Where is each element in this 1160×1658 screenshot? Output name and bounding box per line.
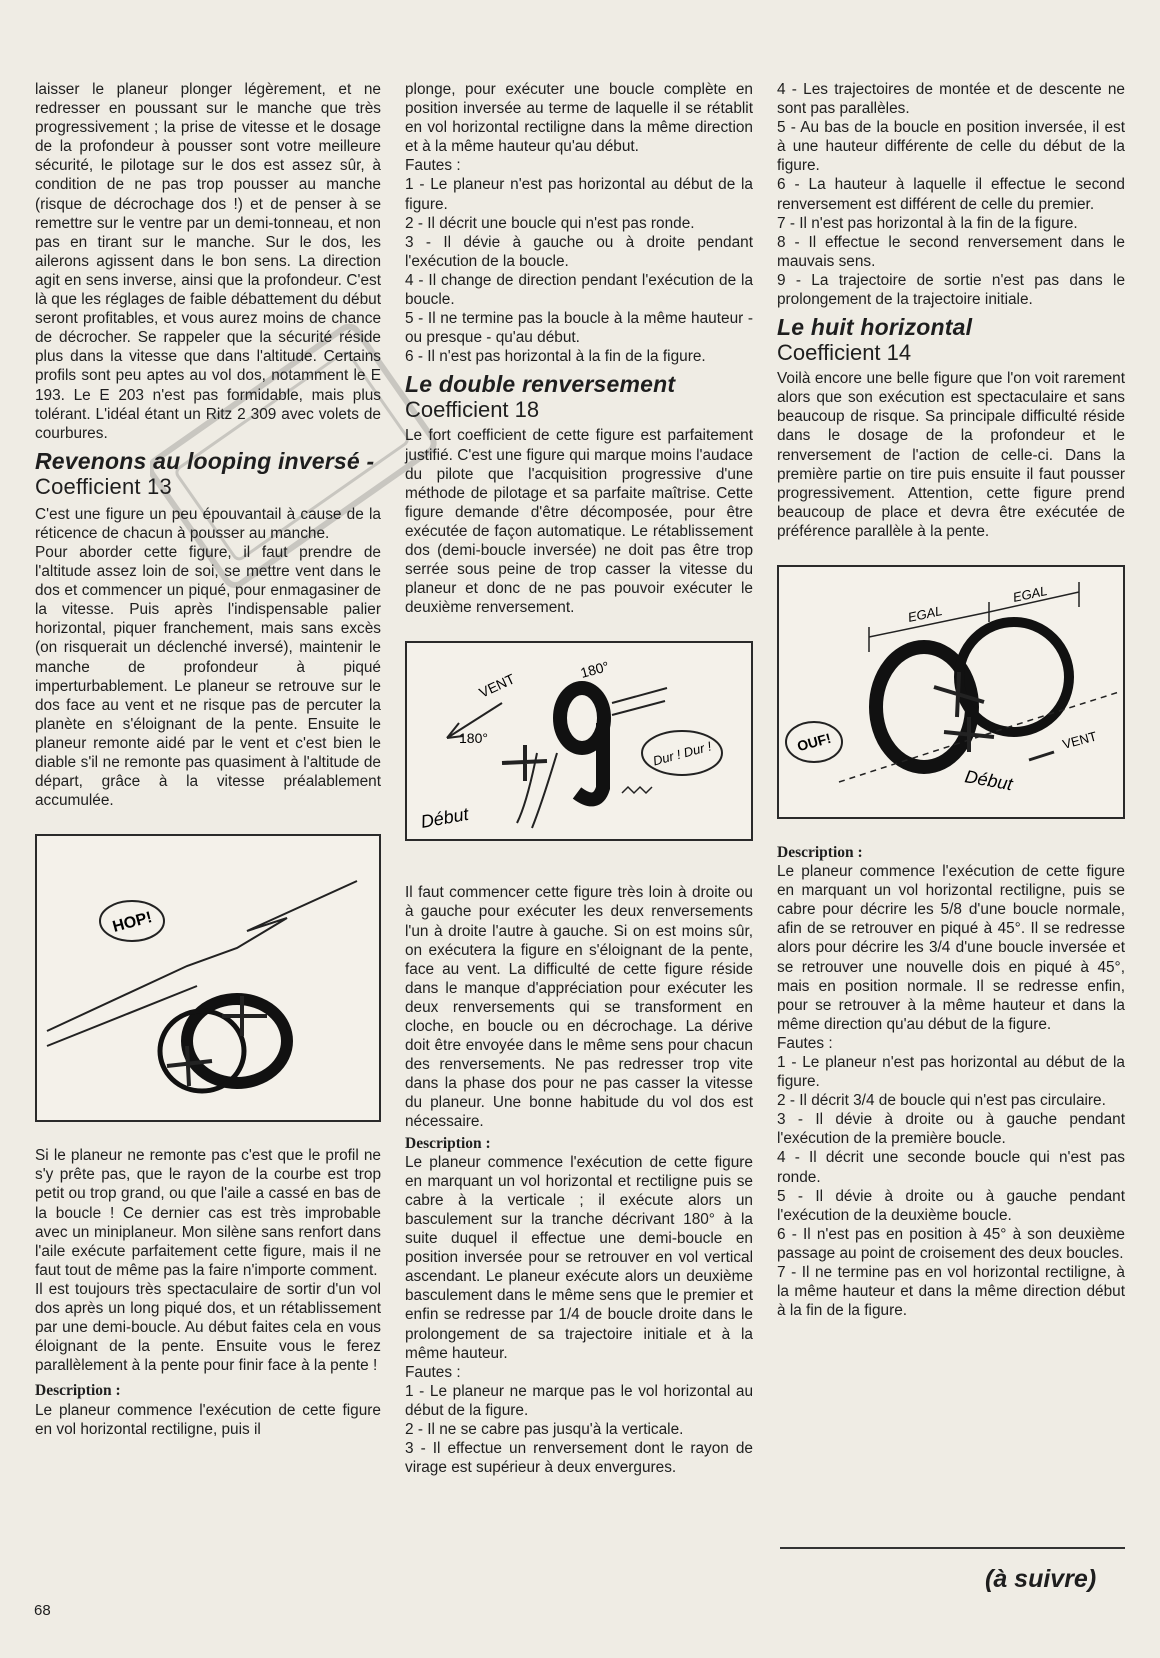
paragraph: Si le planeur ne remonte pas c'est que le profil ne s'y prête pas, que le rayon de la courbe est trop petit ou trop grand, ou que l'aile a cassé en bas de la boucle ! Ce dernier cas est très improbable avec un miniplaneur. Mon silène sans renfort dans l'aile exécute parfaitement cette figure, mais il ne faut tout de même pas la faire n'importe comment. xyxy=(35,1147,381,1279)
fault-item: 4 - Il décrit une seconde boucle qui n'est pas ronde. xyxy=(777,1149,1125,1186)
faults-label: Fautes : xyxy=(405,157,461,175)
fault-item: 3 - Il dévie à droite ou à gauche pendant l'exécution de la première boucle. xyxy=(777,1111,1125,1148)
figure-label-wind: VENT xyxy=(1060,728,1099,752)
description-label: Description : xyxy=(35,1382,121,1400)
paragraph: Le fort coefficient de cette figure est parfaitement justifié. C'est une figure qui marque moins l'audace du pilote que l'acquisition progressive d'une méthode de pilotage et sa parfaite maîtrise. Cette figure demande d'être décomposée, pour être exécutée de façon automatique. Le rétablissement dos (demi-boucle inversée) ne doit pas être trop serrée sous peine de trop casser la vitesse du planeur et donc de ne pas pouvoir exécuter le deuxième renversement. xyxy=(405,427,753,617)
fault-list xyxy=(405,175,753,366)
figure-label-180-right: 180° xyxy=(578,658,611,682)
figure-label-equal-2: EGAL xyxy=(1011,583,1049,605)
paragraph: Il faut commencer cette figure très loin à droite ou à gauche pour exécuter les deux renversements l'un à droite l'autre à gauche. Si on est moins sûr, on exécutera la figure en s'éloignant de la pente, face au vent. La difficulté de cette figure réside dans le manque d'appréciation pour exécuter les deux renversements qui se transforment en cloche, en boucle ou en décrochage. La dérive doit être envoyée dans le même sens pour chacun des renversements. Ne pas redresser trop vite dans la phase dos pour ne pas casser la vitesse du planeur. Une bonne habitude du vol dos est nécessaire. xyxy=(405,884,753,1131)
figure-label-dur: Dur ! Dur ! xyxy=(651,738,714,769)
fault-item: 5 - Il dévie à droite ou à gauche pendant l'exécution de la deuxième boucle. xyxy=(777,1187,1125,1224)
fault-item: 6 - La hauteur à laquelle il effectue le second renversement est différent de celle du premier. xyxy=(777,176,1125,213)
fault-item: 1 - Le planeur ne marque pas le vol horizontal au début de la figure. xyxy=(405,1382,753,1419)
fault-item: 6 - Il n'est pas horizontal à la fin de la figure. xyxy=(405,348,706,366)
paragraph: Voilà encore une belle figure que l'on voit rarement alors que son exécution est spectaculaire et sans beaucoup de risque. Sa principale difficulté réside dans le dosage de la profondeur et le renversement de l'action de celle-ci. Dans la première partie on tire puis ensuite il faut pousser progressivement. Attention, cette figure prend beaucoup de place et devra être exécutée de préférence parallèle à la pente. xyxy=(777,370,1125,540)
fault-list xyxy=(777,80,1125,309)
section-heading-double-renversement: Le double renversement xyxy=(405,371,676,398)
figure-label-start: Début xyxy=(419,804,471,833)
column-3 xyxy=(777,80,1125,1320)
fault-list xyxy=(777,1053,1125,1320)
description-label: Description : xyxy=(777,843,863,861)
fault-item: 2 - Il ne se cabre pas jusqu'à la verticale. xyxy=(405,1420,684,1438)
figure-double-renversement xyxy=(405,641,753,841)
page-number: 68 xyxy=(34,1602,51,1619)
fault-item: 3 - Il dévie à gauche ou à droite pendant l'exécution de la boucle. xyxy=(405,233,753,270)
figure-label-ouf: OUF! xyxy=(795,729,833,755)
figure-label-hop: HOP! xyxy=(110,909,154,937)
end-rule xyxy=(780,1547,1125,1549)
fault-item: 2 - Il décrit une boucle qui n'est pas ronde. xyxy=(405,214,695,232)
fault-item: 2 - Il décrit 3/4 de boucle qui n'est pas circulaire. xyxy=(777,1092,1106,1110)
paragraph: Il est toujours très spectaculaire de sortir d'un vol dos après un long piqué dos, et un rétablissement par une demi-boucle. Au début faites cela en vous éloignant de la pente. Ensuite vous le ferez parallèlement à la pente pour finir face à la pente ! xyxy=(35,1280,381,1375)
fault-item: 4 - Les trajectoires de montée et de descente ne sont pas parallèles. xyxy=(777,81,1125,118)
fault-item: 6 - Il n'est pas en position à 45° à son deuxième passage au point de croisement des deux boucles. xyxy=(777,1225,1125,1262)
paragraph: plonge, pour exécuter une boucle complète en position inversée au terme de laquelle il se rétablit en vol horizontal rectiligne dans la même direction et à la même hauteur qu'au début. xyxy=(405,81,753,156)
fault-item: 9 - La trajectoire de sortie n'est pas dans le prolongement de la trajectoire initiale. xyxy=(777,271,1125,309)
fault-item: 8 - Il effectue le second renversement dans le mauvais sens. xyxy=(777,233,1125,270)
column-2 xyxy=(405,80,753,1477)
figure-label-180-left: 180° xyxy=(459,730,488,747)
fault-item: 7 - Il ne termine pas en vol horizontal rectiligne, à la même hauteur et dans la même direction début à la fin de la figure. xyxy=(777,1264,1125,1320)
fault-item: 5 - Au bas de la boucle en position inversée, il est à une hauteur différente de celle du début de la figure. xyxy=(777,119,1125,175)
paragraph: Le planeur commence l'exécution de cette figure en marquant un vol horizontal rectiligne, puis se cabre pour décrire les 5/8 d'une boucle normale, afin de se retrouver en piqué à 45°. Il se redresse alors pour décrire les 3/4 d'une boucle inversée et se retrouver une nouvelle dois en piqué à 45°, mais en position normale. Il se redresse enfin, pour se retrouver à la même hauteur et dans la même direction qu'au début de la figure. xyxy=(777,863,1125,1033)
paragraph: laisser le planeur plonger légèrement, et ne redresser en poussant sur le manche que très progressivement ; la prise de vitesse et le dosage de la profondeur à pousser sont votre meilleure sécurité, le pilotage sur le dos est assez sûr, à condition de ne pas trop pousser au manche (risque de décrochage dos !) et de penser à se remettre sur le ventre par un demi-tonneau, et non pas en tirant sur le manche. Sur le dos, les ailerons agissent dans le bon sens. La direction agit en sens inverse, ainsi que la profondeur. C'est là que les réglages de faible débattement du début seront profitables, et vous aurez moins de chance de décrocher. Se rappeler que la sécurité réside plus dans la vitesse que dans l'altitude. Certains profils sont peu aptes au vol dos, notamment le E 193. Le E 203 n'est pas formidable, mais plus tolérant. L'idéal étant un Ritz 2 309 avec volets de courbures. xyxy=(35,81,381,442)
paragraph: C'est une figure un peu épouvantail à cause de la réticence de chacun à pousser au manche. xyxy=(35,505,381,542)
figure-looping-inverse xyxy=(35,834,381,1122)
paragraph: Le planeur commence l'exécution de cette figure en marquant un vol horizontal et rectiligne puis se cabre à la verticale ; il exécute alors un basculement sur la tranche décrivant 180° à la suite duquel il effectue une demi-boucle en position inversée pour se retrouver en vol vertical ascendant. Le planeur exécute alors un deuxième basculement dans le même sens que le premier et enfin se redresse par 1/4 de boucle droite dans le prolongement de sa trajectoire initiale et à la même hauteur. xyxy=(405,1153,753,1362)
figure-label-start: Début xyxy=(963,766,1015,795)
to-be-continued: (à suivre) xyxy=(985,1565,1097,1593)
faults-label: Fautes : xyxy=(777,1034,833,1052)
heading-coefficient: Coefficient 18 xyxy=(405,397,540,423)
paragraph: Le planeur commence l'exécution de cette figure en vol horizontal rectiligne, puis il xyxy=(35,1401,381,1438)
heading-coefficient: Coefficient 13 xyxy=(35,473,172,499)
fault-item: 3 - Il effectue un renversement dont le rayon de virage est supérieur à deux envergures. xyxy=(405,1440,753,1477)
fault-item: 4 - Il change de direction pendant l'exécution de la boucle. xyxy=(405,271,753,309)
fault-item: 1 - Le planeur n'est pas horizontal au début de la figure. xyxy=(405,176,753,213)
paragraph: Pour aborder cette figure, il faut prendre de l'altitude assez loin de soi, se mettre vent dans le dos et commencer un piqué, pour enmagasiner de la vitesse. Puis après l'indispensable palier horizontal, piquer franchement, mais sans excès (on risquerait un déclenché inversé), maintenir le manche de profondeur à piqué imperturbablement. Le planeur se retrouve sur le dos face au vent et ne risque pas de percuter la planète en s'éloignant de la pente. Ensuite le planeur remonte aidé par le vent et c'est bien le diable s'il ne remonte pas quasiment à l'altitude de départ, grâce à la vitesse préalablement accumulée. xyxy=(35,543,381,810)
figure-huit-horizontal xyxy=(777,565,1125,819)
figure-label-equal-1: EGAL xyxy=(906,603,944,625)
section-heading-huit-horizontal: Le huit horizontal xyxy=(777,314,973,341)
fault-list xyxy=(405,1382,753,1477)
faults-label: Fautes : xyxy=(405,1363,461,1381)
section-heading-looping-inverse xyxy=(35,449,381,499)
heading-coefficient: Coefficient 14 xyxy=(777,340,912,366)
column-1 xyxy=(35,80,381,1439)
fault-item: 5 - Il ne termine pas la boucle à la même hauteur - ou presque - qu'au début. xyxy=(405,310,753,347)
heading-title: Revenons au looping inversé - xyxy=(35,447,375,474)
description-label: Description : xyxy=(405,1134,491,1152)
fault-item: 1 - Le planeur n'est pas horizontal au début de la figure. xyxy=(777,1054,1125,1091)
figure-label-wind: VENT xyxy=(476,670,518,702)
fault-item: 7 - Il n'est pas horizontal à la fin de la figure. xyxy=(777,214,1078,232)
